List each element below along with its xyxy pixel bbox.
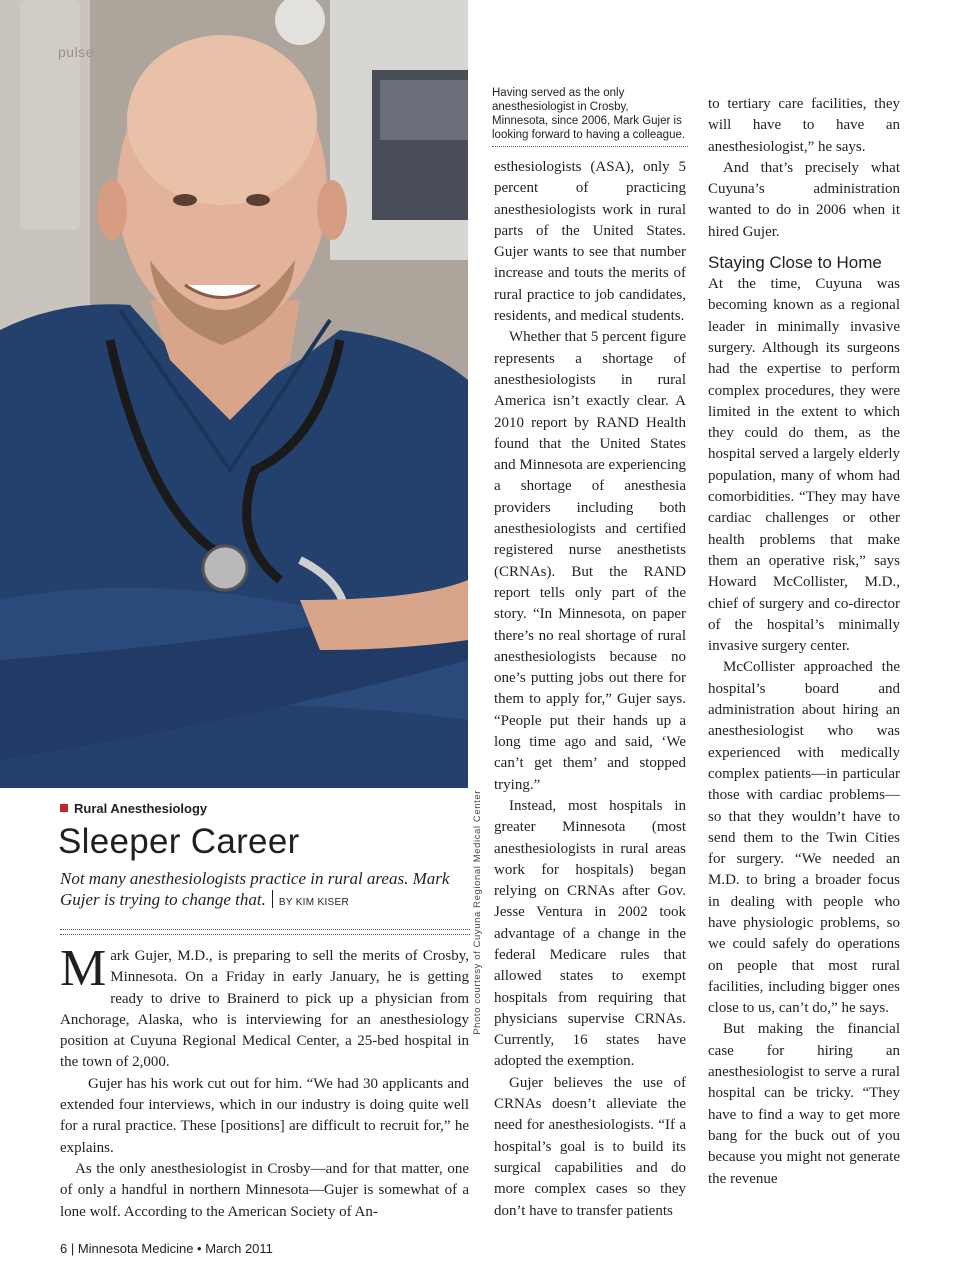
paragraph — [60, 940, 469, 1074]
paragraph: At the time, Cuyuna was becoming known as a regional leader in minimally invasive surgery. Although its surgeons had the expertise to perform complex procedures, they were limited in the extent to which they could do them, as the hospital served a largely elderly population, many of whom had comorbidities. “They may have cardiac challenges or other health problems that make them an operative risk,” says Howard McCollister, M.D., chief of surgery and co-director of the hospital’s minimally invasive surgery center. — [708, 276, 900, 655]
portrait-photo — [0, 0, 468, 788]
body-column-3 — [708, 94, 900, 1190]
headline: Sleeper Career — [58, 822, 300, 861]
subhead: Staying Close to Home — [708, 253, 882, 273]
deck — [60, 868, 470, 913]
paragraph: Instead, most hospitals in greater Minnesota (most anesthesiologists in rural areas work for hospitals) began relying on CRNAs after Gov. Jesse Ventura in 2002 took advantage of a change in the federal Medicare rules that allowed states to exempt hospitals from requiring that physicians supervise CRNAs. Currently, 16 states have adopted the exemption. — [494, 797, 686, 1070]
photo-credit-text: Photo courtesy of Cuyuna Regional Medical Center — [472, 790, 483, 1035]
section-label: pulse — [58, 44, 94, 60]
dotted-rule — [60, 934, 470, 935]
drop-cap: M — [60, 940, 107, 997]
photo-credit — [470, 790, 488, 1035]
paragraph: But making the financial case for hiring an anesthesiologist to serve a rural hospital can be tricky. “They have to find a way to get more bang for the buck out of you because you might not generate the revenue — [708, 1021, 900, 1187]
deck-text: Not many anesthesiologists practice in rural areas. Mark Gujer is trying to change that. — [60, 869, 450, 909]
dotted-rule — [60, 929, 470, 930]
body-column-1 — [60, 940, 469, 1223]
portrait-illustration — [0, 0, 468, 788]
photo-caption: Having served as the only anesthesiologist in Crosby, Minnesota, since 2006, Mark Gujer is looking forward to having a colleague. — [492, 87, 686, 141]
paragraph: esthesiologists (ASA), only 5 percent of practicing anesthesiologists work in rural parts of the United States. Gujer wants to see that number increase and touts the merits of rural practice to job candidates, residents, and medical students. — [494, 159, 686, 325]
category-text: Rural Anesthesiology — [74, 801, 208, 816]
paragraph-text: ark Gujer, M.D., is preparing to sell the merits of Crosby, Minnesota. On a Friday in early January, he is getting ready to drive to Brainerd to pick up a physician from Anchorage, Alaska, who is interviewing for an anesthesiology position at Cuyuna Regional Medical Center, a 25-bed hospital in the town of 2,000. — [60, 948, 469, 1071]
category-label — [60, 801, 207, 816]
category-square-icon — [60, 804, 68, 812]
paragraph: Gujer believes the use of CRNAs doesn’t alleviate the need for anesthesiologists. “If a hospital’s goal is to build its surgical capabilities and do more complex cases so they don’t have to transfer patients — [494, 1074, 686, 1219]
page-footer: 6 | Minnesota Medicine • March 2011 — [60, 1241, 273, 1256]
byline-divider — [272, 890, 273, 908]
paragraph: to tertiary care facilities, they will have to have an anesthesiologist,” he says. — [708, 96, 900, 155]
paragraph: Whether that 5 percent figure represents a shortage of anesthesiologists in rural America isn’t exactly clear. A 2010 report by RAND Health found that the United States and Minnesota are experiencing a shortage of anesthesia providers including both anesthesiologists and certified registered nurse anesthetists (CRNAs). But the RAND report tells only part of the story. “In Minnesota, on paper there’s no real shortage of rural anesthesiologists because no one’s putting jobs out there for them to apply for,” Gujer says. “People put their hands up a long time ago and said, ‘We can’t get them’ and stopped trying.” — [494, 329, 687, 793]
paragraph: And that’s precisely what Cuyuna’s administration wanted to do in 2006 when it hired Gujer. — [708, 159, 900, 240]
dotted-rule — [492, 146, 688, 147]
paragraph: Gujer has his work cut out for him. “We had 30 applicants and extended four interviews, which in our industry is doing quite well for a rural practice. These [positions] are difficult to recruit for,” he explains. — [60, 1075, 469, 1156]
body-column-2 — [494, 157, 686, 1222]
paragraph: As the only anesthesiologist in Crosby—and for that matter, one of only a handful in northern Minnesota—Gujer is somewhat of a lone wolf. According to the American Society of An- — [60, 1160, 469, 1220]
paragraph: McCollister approached the hospital’s board and administration about hiring an anesthesiologist who was experienced with medically complex patients—in particular those with cardiac problems—so that they wouldn’t have to send them to the Twin Cities for surgery. “We needed an M.D. to bring a broader focus in dealing with people who have physiologic problems, so we could safely do operations on people that most rural facilities, including bigger ones close to us, can’t do,” he says. — [708, 659, 900, 1017]
byline: BY KIM KISER — [278, 897, 349, 908]
